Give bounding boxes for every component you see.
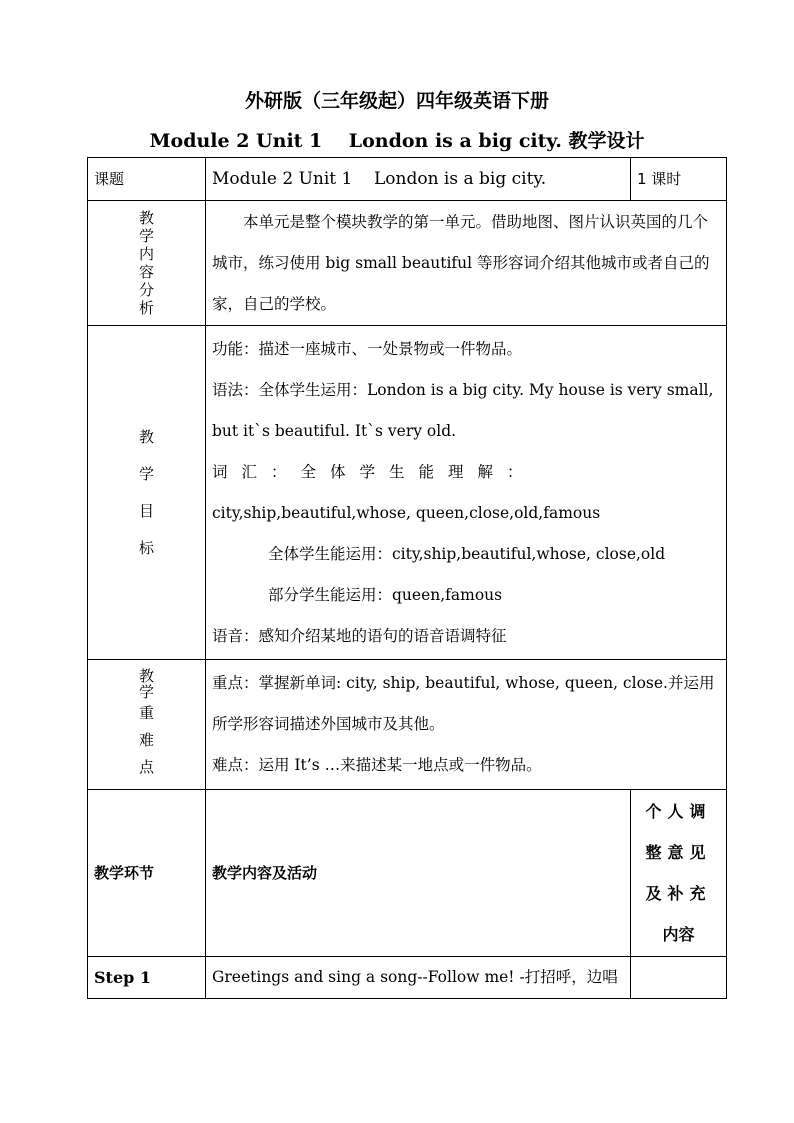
analysis-row: [88, 201, 727, 326]
step1-notes: [631, 957, 727, 999]
step1-label: Step 1: [88, 957, 206, 999]
keypoints-label: 教 学 重 难 点: [88, 660, 206, 790]
analysis-text: 本单元是整个模块教学的第一单元。借助地图、图片认识英国的几个城市，练习使用 big small beautiful 等形容词介绍其他城市或者自己的家，自己的学校。: [206, 201, 727, 326]
goals-label: 教 学 目 标: [88, 326, 206, 660]
topic-label: 课题: [88, 158, 206, 201]
goal-vocab-prefix: 词汇：全体学生能理解：: [212, 462, 537, 481]
lesson-plan-table: [87, 157, 727, 999]
keypoint-difficult: 难点：运用 It’s …来描述某一地点或一件物品。: [212, 756, 542, 774]
subtitle-chinese: 教学设计: [568, 130, 645, 152]
stage-header: 教学环节: [88, 790, 206, 957]
notes-header: 个人调 整意见 及补充 内容: [631, 790, 727, 957]
goal-vocab-use-all: 全体学生能运用：city,ship,beautiful,whose, close,old: [268, 544, 666, 563]
topic-value: Module 2 Unit 1 London is a big city.: [206, 158, 631, 201]
document-subtitle: [0, 126, 794, 153]
goal-vocab-use-part: 部分学生能运用：queen,famous: [268, 585, 503, 604]
goals-content: [206, 326, 727, 660]
content-header: 教学内容及活动: [206, 790, 631, 957]
goal-grammar: 语法：全体学生运用：London is a big city. My house is very small, but it`s beautiful. It`s very old.: [212, 380, 714, 440]
lesson-hours: 1 课时: [631, 158, 727, 201]
keypoints-content: [206, 660, 727, 790]
stage-header-row: [88, 790, 727, 957]
document-title: 外研版（三年级起）四年级英语下册: [244, 90, 549, 112]
step1-row: [88, 957, 727, 999]
topic-row: [88, 158, 727, 201]
goal-phonetics: 语音：感知介绍某地的语句的语音语调特征: [212, 626, 507, 645]
keypoint-key: 重点：掌握新单词: city, ship, beautiful, whose, queen, close.并运用所学形容词描述外国城市及其他。: [212, 674, 715, 733]
goal-vocab-words: city,ship,beautiful,whose, queen,close,old,famous: [212, 503, 601, 522]
step1-content: Greetings and sing a song--Follow me! -打招呼，边唱: [206, 957, 631, 999]
subtitle-english: Module 2 Unit 1 London is a big city.: [149, 130, 562, 152]
goal-vocab: [212, 452, 720, 534]
goal-function: 功能：描述一座城市、一处景物或一件物品。: [212, 339, 523, 358]
goals-row: [88, 326, 727, 660]
keypoints-row: [88, 660, 727, 790]
analysis-label: 教 学 内 容 分 析: [88, 201, 206, 326]
